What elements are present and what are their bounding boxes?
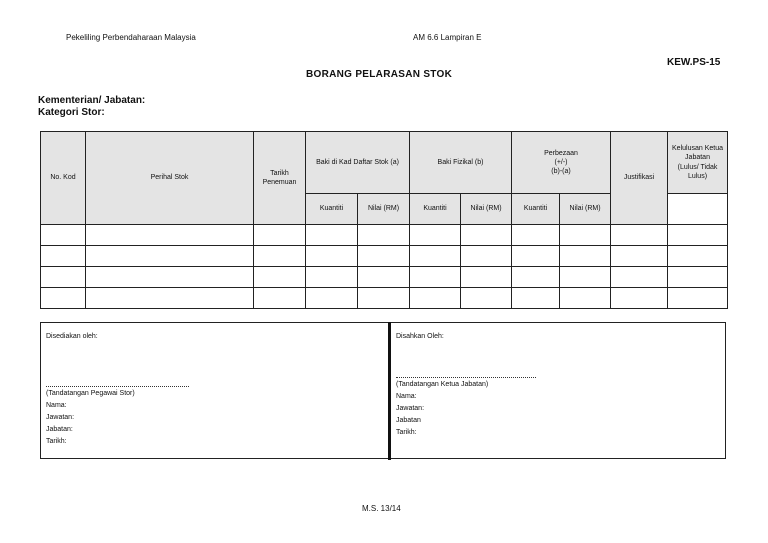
store-officer-signature-line[interactable]: [46, 386, 189, 387]
col-no-kod: No. Kod: [41, 132, 86, 225]
table-row: [41, 246, 728, 267]
sub-kuantiti-diff: Kuantiti: [512, 194, 560, 225]
table-row: [41, 225, 728, 246]
col-perbezaan-formula: (b)-(a): [551, 168, 571, 176]
sub-kelulusan-blank: [668, 194, 728, 225]
sub-kuantiti-a: Kuantiti: [306, 194, 358, 225]
col-perbezaan-sign: (+/-): [554, 158, 568, 166]
sub-nilai-a: Nilai (RM): [358, 194, 410, 225]
form-title: BORANG PELARASAN STOK: [306, 69, 453, 80]
col-kelulusan-options: (Lulus/ Tidak Lulus): [677, 163, 718, 180]
reference-code: AM 6.6 Lampiran E: [413, 33, 482, 42]
head-signature-label: (Tandatangan Ketua Jabatan): [396, 381, 489, 388]
store-officer-name-label: Nama:: [46, 402, 67, 409]
col-justifikasi: Justifikasi: [611, 132, 668, 225]
sub-nilai-diff: Nilai (RM): [560, 194, 611, 225]
head-department-label: Jabatan: [396, 417, 421, 424]
signature-section: [40, 322, 726, 459]
store-officer-date-label: Tarikh:: [46, 438, 67, 445]
stock-adjustment-table: [40, 131, 728, 309]
circular-name: Pekeliling Perbendaharaan Malaysia: [66, 33, 196, 42]
head-date-label: Tarikh:: [396, 429, 417, 436]
col-perbezaan: [512, 132, 611, 194]
signature-divider: [388, 322, 391, 460]
table-row: [41, 288, 728, 309]
sub-kuantiti-b: Kuantiti: [410, 194, 461, 225]
col-baki-fizikal: Baki Fizikal (b): [410, 132, 512, 194]
col-perihal-stok: Perihal Stok: [86, 132, 254, 225]
store-category-label: Kategori Stor:: [38, 107, 105, 118]
col-perbezaan-label: Perbezaan: [544, 149, 578, 157]
head-position-label: Jawatan:: [396, 405, 425, 412]
page-number: M.S. 13/14: [362, 504, 401, 513]
form-code: KEW.PS-15: [667, 57, 721, 68]
col-baki-kad: Baki di Kad Daftar Stok (a): [306, 132, 410, 194]
ministry-label: Kementerian/ Jabatan:: [38, 95, 146, 106]
col-kelulusan: [668, 132, 728, 194]
store-officer-signature-label: (Tandatangan Pegawai Stor): [46, 390, 135, 397]
store-officer-department-label: Jabatan:: [46, 426, 73, 433]
store-officer-position-label: Jawatan:: [46, 414, 75, 421]
sub-nilai-b: Nilai (RM): [461, 194, 512, 225]
col-tarikh-penemuan: Tarikh Penemuan: [254, 132, 306, 225]
head-signature-line[interactable]: [396, 377, 536, 378]
head-name-label: Nama:: [396, 393, 417, 400]
prepared-by-label: Disediakan oleh:: [46, 333, 98, 340]
table-row: [41, 267, 728, 288]
approved-by-label: Disahkan Oleh:: [396, 333, 444, 340]
col-kelulusan-label: Kelulusan Ketua Jabatan: [672, 145, 723, 162]
